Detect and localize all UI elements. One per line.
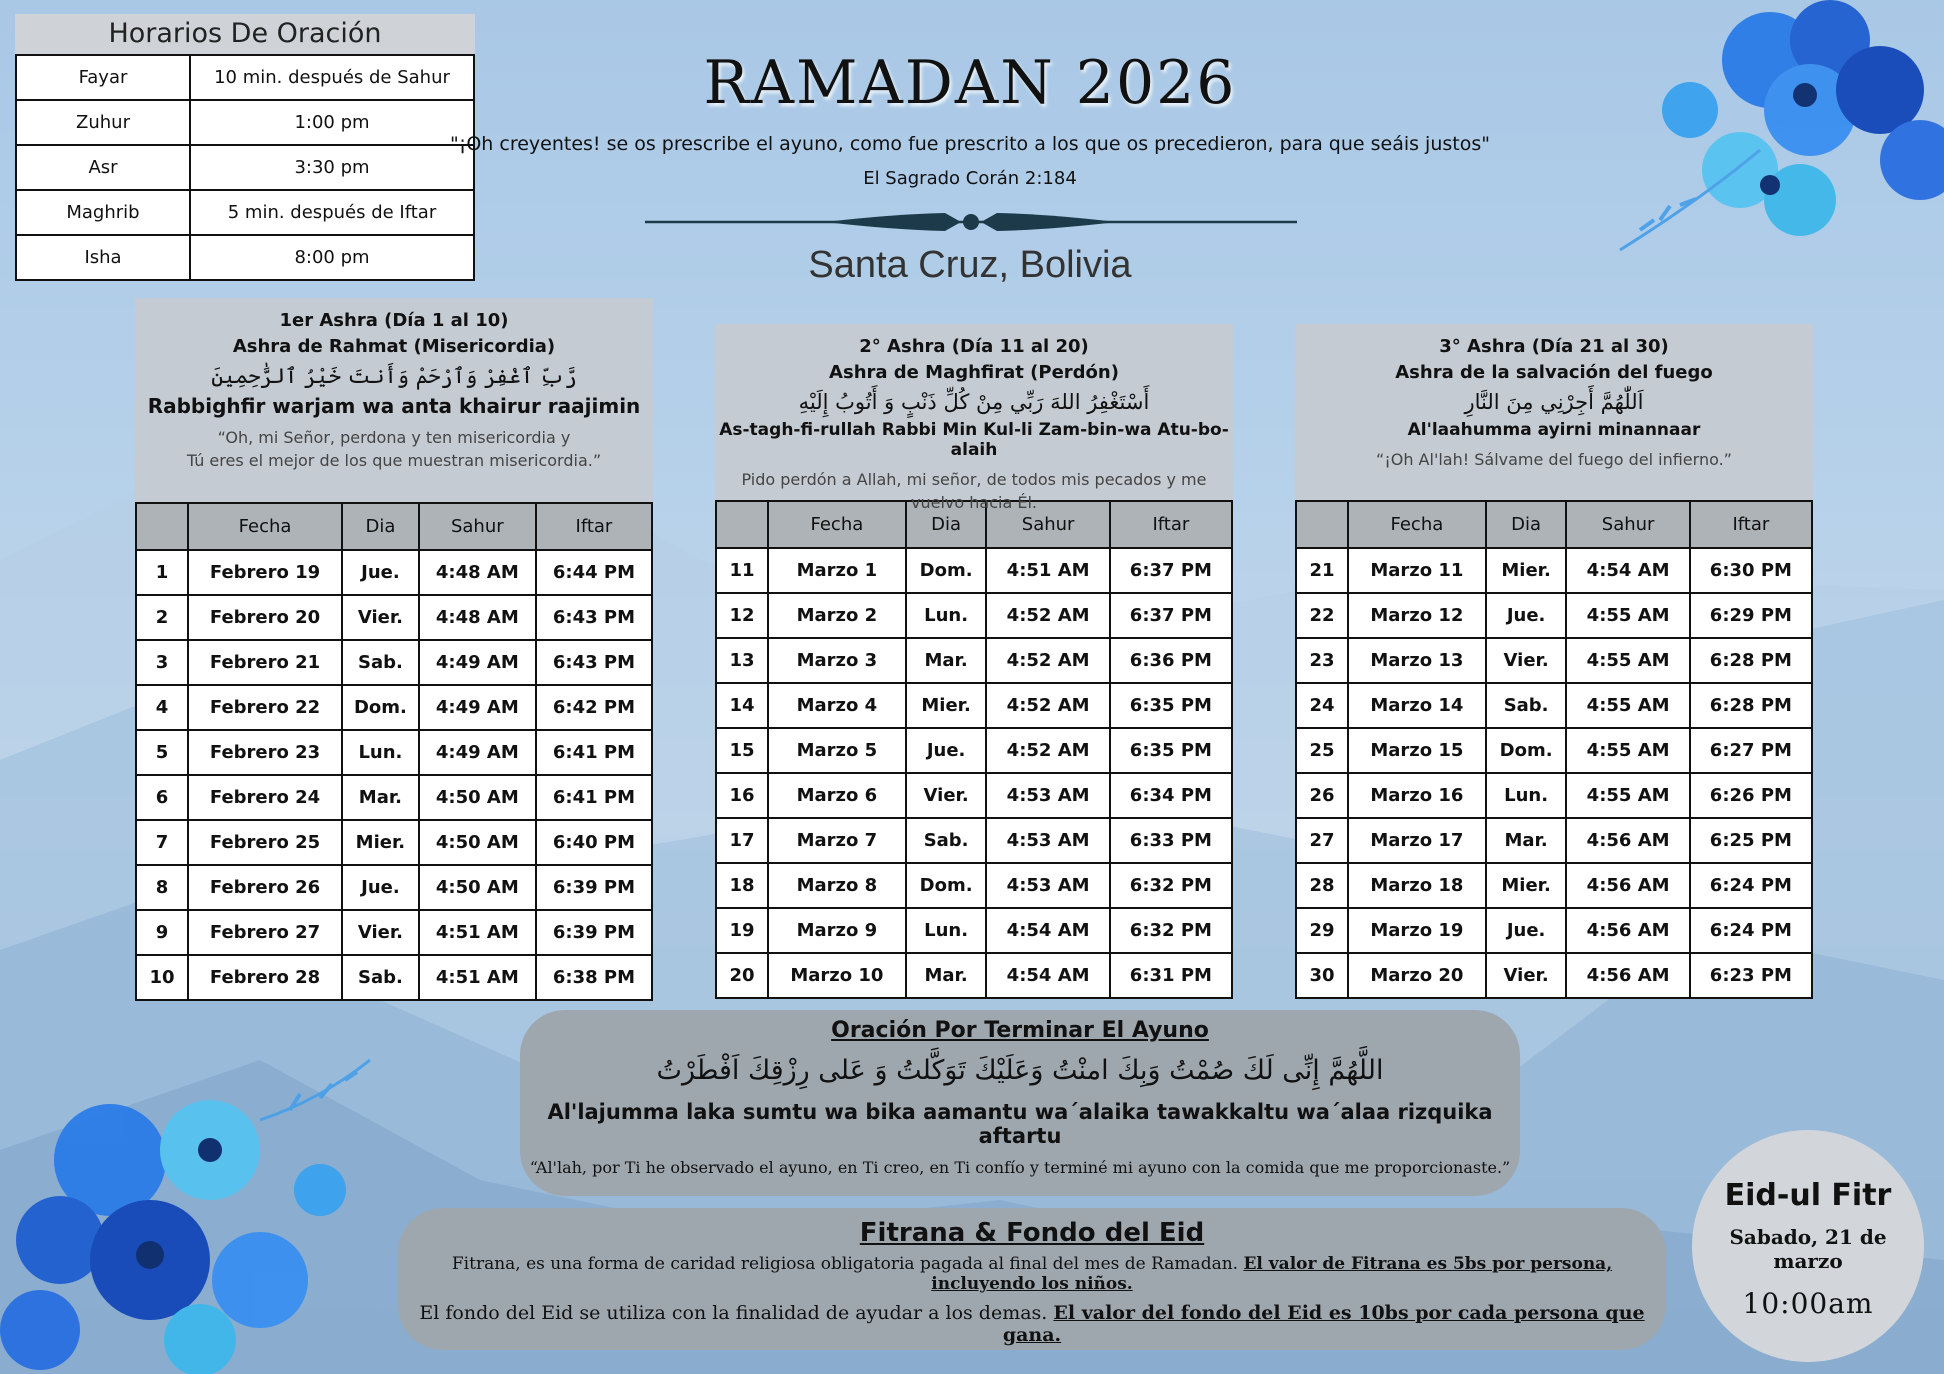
table-row xyxy=(136,775,652,820)
ashra-panel-1 xyxy=(135,298,653,1001)
day-number: 30 xyxy=(1296,953,1348,998)
day-number: 6 xyxy=(136,775,188,820)
iftar-cell: 6:39 PM xyxy=(536,910,652,955)
weekday-cell: Jue. xyxy=(1486,593,1567,638)
date-cell: Marzo 1 xyxy=(768,548,906,593)
table-row xyxy=(1296,683,1812,728)
iftar-cell: 6:40 PM xyxy=(536,820,652,865)
sahur-cell: 4:53 AM xyxy=(986,773,1109,818)
prayer-time: 3:30 pm xyxy=(190,145,474,190)
date-cell: Marzo 5 xyxy=(768,728,906,773)
sahur-cell: 4:50 AM xyxy=(419,865,536,910)
ashra-subheading: Ashra de Maghfirat (Perdón) xyxy=(829,362,1119,383)
iftar-cell: 6:23 PM xyxy=(1690,953,1812,998)
ashra-arabic-dua: أَسْتَغْفِرُ اللهَ رَبِّي مِنْ كُلِّ ذَنْبٍ وَ أَتُوبُ إِلَيْهِ xyxy=(798,390,1150,414)
table-row xyxy=(716,638,1232,683)
weekday-cell: Mar. xyxy=(906,638,987,683)
table-row xyxy=(136,685,652,730)
day-number: 12 xyxy=(716,593,768,638)
weekday-cell: Jue. xyxy=(342,865,419,910)
weekday-cell: Jue. xyxy=(1486,908,1567,953)
date-cell: Marzo 14 xyxy=(1348,683,1486,728)
date-cell: Marzo 20 xyxy=(1348,953,1486,998)
day-number: 8 xyxy=(136,865,188,910)
sahur-cell: 4:48 AM xyxy=(419,550,536,595)
weekday-cell: Mier. xyxy=(1486,548,1567,593)
day-number: 23 xyxy=(1296,638,1348,683)
iftar-cell: 6:35 PM xyxy=(1110,728,1232,773)
prayer-time: 5 min. después de Iftar xyxy=(190,190,474,235)
col-fecha: Fecha xyxy=(768,501,906,548)
iftar-cell: 6:37 PM xyxy=(1110,593,1232,638)
date-cell: Febrero 20 xyxy=(188,595,342,640)
date-cell: Marzo 15 xyxy=(1348,728,1486,773)
iftar-cell: 6:42 PM xyxy=(536,685,652,730)
eid-time: 10:00am xyxy=(1742,1287,1874,1320)
weekday-cell: Mier. xyxy=(342,820,419,865)
col-iftar: Iftar xyxy=(1690,501,1812,548)
iftar-dua-title: Oración Por Terminar El Ayuno xyxy=(831,1018,1209,1043)
sahur-cell: 4:54 AM xyxy=(986,908,1109,953)
weekday-cell: Mier. xyxy=(1486,863,1567,908)
sahur-cell: 4:53 AM xyxy=(986,863,1109,908)
prayer-name: Asr xyxy=(16,145,190,190)
day-number: 2 xyxy=(136,595,188,640)
fitrana-text: Fitrana, es una forma de caridad religiosa obligatoria pagada al final del mes de Ramadan. xyxy=(451,1254,1239,1274)
sahur-cell: 4:51 AM xyxy=(419,955,536,1000)
ashra-header xyxy=(1295,324,1813,500)
table-header-row xyxy=(1296,501,1812,548)
table-row xyxy=(136,550,652,595)
sahur-cell: 4:50 AM xyxy=(419,820,536,865)
table-row xyxy=(16,190,474,235)
table-row xyxy=(1296,863,1812,908)
days-table xyxy=(1295,500,1813,999)
table-row xyxy=(716,683,1232,728)
col-sahur: Sahur xyxy=(986,501,1109,548)
date-cell: Febrero 23 xyxy=(188,730,342,775)
date-cell: Febrero 28 xyxy=(188,955,342,1000)
sahur-cell: 4:52 AM xyxy=(986,728,1109,773)
date-cell: Marzo 7 xyxy=(768,818,906,863)
day-number: 9 xyxy=(136,910,188,955)
day-number: 17 xyxy=(716,818,768,863)
weekday-cell: Lun. xyxy=(906,908,987,953)
iftar-cell: 6:43 PM xyxy=(536,595,652,640)
table-row xyxy=(136,595,652,640)
day-number: 28 xyxy=(1296,863,1348,908)
table-row xyxy=(1296,908,1812,953)
eid-fund-text: El fondo del Eid se utiliza con la finalidad de ayudar a los demas. xyxy=(419,1302,1048,1324)
iftar-cell: 6:43 PM xyxy=(536,640,652,685)
day-number: 7 xyxy=(136,820,188,865)
sahur-cell: 4:49 AM xyxy=(419,685,536,730)
quote-source: El Sagrado Corán 2:184 xyxy=(863,168,1077,189)
weekday-cell: Vier. xyxy=(1486,638,1567,683)
iftar-dua-panel xyxy=(520,1010,1520,1196)
table-row xyxy=(136,640,652,685)
date-cell: Febrero 27 xyxy=(188,910,342,955)
weekday-cell: Vier. xyxy=(342,595,419,640)
table-row xyxy=(16,235,474,280)
weekday-cell: Mar. xyxy=(1486,818,1567,863)
sahur-cell: 4:56 AM xyxy=(1566,953,1689,998)
days-body xyxy=(136,550,652,1000)
iftar-cell: 6:41 PM xyxy=(536,775,652,820)
sahur-cell: 4:56 AM xyxy=(1566,818,1689,863)
iftar-cell: 6:36 PM xyxy=(1110,638,1232,683)
table-row xyxy=(16,145,474,190)
iftar-dua-transliteration: Al'lajumma laka sumtu wa bika aamantu wa´alaika tawakkaltu wa´alaa rizquika aftartu xyxy=(547,1100,1493,1148)
prayer-times-title: Horarios De Oración xyxy=(15,14,475,54)
date-cell: Marzo 19 xyxy=(1348,908,1486,953)
iftar-cell: 6:25 PM xyxy=(1690,818,1812,863)
day-number: 19 xyxy=(716,908,768,953)
date-cell: Marzo 17 xyxy=(1348,818,1486,863)
sahur-cell: 4:50 AM xyxy=(419,775,536,820)
prayer-time: 10 min. después de Sahur xyxy=(190,55,474,100)
sahur-cell: 4:54 AM xyxy=(1566,548,1689,593)
table-row xyxy=(1296,728,1812,773)
iftar-cell: 6:41 PM xyxy=(536,730,652,775)
sahur-cell: 4:52 AM xyxy=(986,683,1109,728)
iftar-cell: 6:28 PM xyxy=(1690,683,1812,728)
col-sahur: Sahur xyxy=(419,503,536,550)
iftar-cell: 6:26 PM xyxy=(1690,773,1812,818)
sahur-cell: 4:56 AM xyxy=(1566,908,1689,953)
table-row xyxy=(136,730,652,775)
eid-fund-value: El valor del fondo del Eid es 10bs por cada persona que gana. xyxy=(1002,1302,1645,1346)
fitrana-value: El valor de Fitrana es 5bs por persona, incluyendo los niños. xyxy=(931,1254,1613,1294)
meaning-line: vuelvo hacia Él. xyxy=(911,493,1037,512)
col-num xyxy=(1296,501,1348,548)
sahur-cell: 4:54 AM xyxy=(986,953,1109,998)
table-header-row xyxy=(136,503,652,550)
day-number: 20 xyxy=(716,953,768,998)
prayer-name: Isha xyxy=(16,235,190,280)
day-number: 1 xyxy=(136,550,188,595)
sahur-cell: 4:49 AM xyxy=(419,640,536,685)
weekday-cell: Jue. xyxy=(906,728,987,773)
iftar-cell: 6:24 PM xyxy=(1690,908,1812,953)
sahur-cell: 4:49 AM xyxy=(419,730,536,775)
day-number: 29 xyxy=(1296,908,1348,953)
ashra-heading: 2° Ashra (Día 11 al 20) xyxy=(859,336,1089,357)
date-cell: Febrero 22 xyxy=(188,685,342,730)
date-cell: Marzo 16 xyxy=(1348,773,1486,818)
fitrana-line-1 xyxy=(398,1254,1666,1294)
iftar-cell: 6:44 PM xyxy=(536,550,652,595)
weekday-cell: Lun. xyxy=(342,730,419,775)
table-row xyxy=(716,863,1232,908)
day-number: 27 xyxy=(1296,818,1348,863)
ornamental-divider xyxy=(645,208,1297,236)
table-row xyxy=(716,818,1232,863)
day-number: 3 xyxy=(136,640,188,685)
eid-badge xyxy=(1692,1130,1924,1362)
sahur-cell: 4:55 AM xyxy=(1566,773,1689,818)
table-row xyxy=(1296,773,1812,818)
table-row xyxy=(1296,548,1812,593)
date-cell: Marzo 11 xyxy=(1348,548,1486,593)
weekday-cell: Mar. xyxy=(342,775,419,820)
weekday-cell: Dom. xyxy=(906,863,987,908)
weekday-cell: Dom. xyxy=(342,685,419,730)
iftar-cell: 6:31 PM xyxy=(1110,953,1232,998)
table-row xyxy=(136,910,652,955)
prayer-name: Zuhur xyxy=(16,100,190,145)
ashra-subheading: Ashra de la salvación del fuego xyxy=(1395,362,1713,383)
day-number: 13 xyxy=(716,638,768,683)
col-fecha: Fecha xyxy=(188,503,342,550)
fitrana-panel xyxy=(398,1208,1666,1350)
weekday-cell: Lun. xyxy=(906,593,987,638)
iftar-dua-arabic: اللَّهُمَّ إِنِّى لَكَ صُمْتُ وَبِكَ امنْتُ وَعَلَيْكَ تَوَكَّلتُ وَ عَلى رِزْقِكَ اَفْطَرْتُ xyxy=(656,1055,1384,1086)
day-number: 18 xyxy=(716,863,768,908)
ashra-panel-3 xyxy=(1295,324,1813,999)
weekday-cell: Sab. xyxy=(342,640,419,685)
page-title: RAMADAN 2026 xyxy=(703,48,1237,118)
sahur-cell: 4:51 AM xyxy=(419,910,536,955)
days-body xyxy=(1296,548,1812,998)
ashra-header xyxy=(135,298,653,502)
day-number: 4 xyxy=(136,685,188,730)
sahur-cell: 4:55 AM xyxy=(1566,593,1689,638)
ashra-heading: 1er Ashra (Día 1 al 10) xyxy=(279,310,509,331)
iftar-cell: 6:39 PM xyxy=(536,865,652,910)
weekday-cell: Jue. xyxy=(342,550,419,595)
fitrana-title: Fitrana & Fondo del Eid xyxy=(859,1218,1205,1248)
date-cell: Marzo 12 xyxy=(1348,593,1486,638)
prayer-times-box xyxy=(15,14,475,281)
city-label: Santa Cruz, Bolivia xyxy=(808,244,1132,286)
sahur-cell: 4:51 AM xyxy=(986,548,1109,593)
day-number: 22 xyxy=(1296,593,1348,638)
prayer-name: Maghrib xyxy=(16,190,190,235)
date-cell: Marzo 2 xyxy=(768,593,906,638)
sahur-cell: 4:55 AM xyxy=(1566,638,1689,683)
ashra-meaning xyxy=(135,426,653,472)
day-number: 10 xyxy=(136,955,188,1000)
iftar-cell: 6:33 PM xyxy=(1110,818,1232,863)
ashra-arabic-dua: اَللّٰهُمَّ أَجِرْنِي مِنَ النَّارِ xyxy=(1464,390,1644,414)
weekday-cell: Vier. xyxy=(906,773,987,818)
sahur-cell: 4:55 AM xyxy=(1566,683,1689,728)
date-cell: Marzo 18 xyxy=(1348,863,1486,908)
table-row xyxy=(716,773,1232,818)
iftar-dua-meaning: “Al'lah, por Ti he observado el ayuno, en Ti creo, en Ti confío y terminé mi ayuno con la comida que me proporcionaste.” xyxy=(529,1158,1511,1177)
iftar-cell: 6:34 PM xyxy=(1110,773,1232,818)
iftar-cell: 6:35 PM xyxy=(1110,683,1232,728)
date-cell: Febrero 24 xyxy=(188,775,342,820)
weekday-cell: Lun. xyxy=(1486,773,1567,818)
sahur-cell: 4:56 AM xyxy=(1566,863,1689,908)
day-number: 11 xyxy=(716,548,768,593)
iftar-cell: 6:32 PM xyxy=(1110,863,1232,908)
date-cell: Marzo 4 xyxy=(768,683,906,728)
sahur-cell: 4:48 AM xyxy=(419,595,536,640)
sahur-cell: 4:53 AM xyxy=(986,818,1109,863)
day-number: 16 xyxy=(716,773,768,818)
date-cell: Marzo 6 xyxy=(768,773,906,818)
col-dia: Dia xyxy=(342,503,419,550)
sahur-cell: 4:55 AM xyxy=(1566,728,1689,773)
col-fecha: Fecha xyxy=(1348,501,1486,548)
table-row xyxy=(716,908,1232,953)
table-row xyxy=(136,820,652,865)
meaning-line: Pido perdón a Allah, mi señor, de todos mis pecados y me xyxy=(741,470,1207,489)
weekday-cell: Sab. xyxy=(906,818,987,863)
table-row xyxy=(1296,593,1812,638)
col-iftar: Iftar xyxy=(1110,501,1232,548)
table-row xyxy=(1296,818,1812,863)
prayer-name: Fayar xyxy=(16,55,190,100)
table-row xyxy=(716,728,1232,773)
sahur-cell: 4:52 AM xyxy=(986,638,1109,683)
ashra-arabic-dua: رَّبِّ ٱغْفِرْ وَٱرْحَمْ وَأَنتَ خَيْرُ ٱلرَّٰحِمِينَ xyxy=(211,364,577,388)
date-cell: Marzo 8 xyxy=(768,863,906,908)
days-table xyxy=(715,500,1233,999)
table-row xyxy=(716,548,1232,593)
iftar-cell: 6:24 PM xyxy=(1690,863,1812,908)
eid-date: Sabado, 21 de marzo xyxy=(1729,1225,1887,1273)
iftar-cell: 6:32 PM xyxy=(1110,908,1232,953)
weekday-cell: Mar. xyxy=(906,953,987,998)
prayer-time: 8:00 pm xyxy=(190,235,474,280)
quran-quote: "¡Oh creyentes! se os prescribe el ayuno, como fue prescrito a los que os precedieron, para que seáis justos" xyxy=(449,133,1490,155)
days-table xyxy=(135,502,653,1001)
table-row xyxy=(136,865,652,910)
ashra-subheading: Ashra de Rahmat (Misericordia) xyxy=(232,336,556,357)
col-iftar: Iftar xyxy=(536,503,652,550)
day-number: 14 xyxy=(716,683,768,728)
iftar-cell: 6:27 PM xyxy=(1690,728,1812,773)
weekday-cell: Dom. xyxy=(906,548,987,593)
day-number: 5 xyxy=(136,730,188,775)
ashra-heading: 3° Ashra (Día 21 al 30) xyxy=(1439,336,1669,357)
iftar-cell: 6:38 PM xyxy=(536,955,652,1000)
eid-title: Eid-ul Fitr xyxy=(1724,1178,1892,1213)
date-cell: Marzo 3 xyxy=(768,638,906,683)
table-row xyxy=(16,100,474,145)
iftar-cell: 6:30 PM xyxy=(1690,548,1812,593)
meaning-line: “¡Oh Al'lah! Sálvame del fuego del infierno.” xyxy=(1376,450,1732,469)
weekday-cell: Vier. xyxy=(342,910,419,955)
prayer-time: 1:00 pm xyxy=(190,100,474,145)
table-row xyxy=(1296,953,1812,998)
iftar-cell: 6:28 PM xyxy=(1690,638,1812,683)
weekday-cell: Vier. xyxy=(1486,953,1567,998)
col-dia: Dia xyxy=(906,501,987,548)
weekday-cell: Mier. xyxy=(906,683,987,728)
day-number: 25 xyxy=(1296,728,1348,773)
date-cell: Febrero 25 xyxy=(188,820,342,865)
sahur-cell: 4:52 AM xyxy=(986,593,1109,638)
table-row xyxy=(136,955,652,1000)
date-cell: Marzo 10 xyxy=(768,953,906,998)
day-number: 21 xyxy=(1296,548,1348,593)
table-row xyxy=(1296,638,1812,683)
col-num xyxy=(716,501,768,548)
ashra-transliteration: Rabbighfir warjam wa anta khairur raajimin xyxy=(147,394,641,418)
prayer-times-table xyxy=(15,54,475,281)
ashra-transliteration: As-tagh-fi-rullah Rabbi Min Kul-li Zam-bin-wa Atu-bo-alaih xyxy=(719,420,1229,460)
weekday-cell: Sab. xyxy=(1486,683,1567,728)
fitrana-line-2 xyxy=(398,1302,1666,1346)
meaning-line: “Oh, mi Señor, perdona y ten misericordia y xyxy=(217,428,571,447)
ashra-header xyxy=(715,324,1233,512)
flowers-bottom-left xyxy=(0,1040,380,1374)
iftar-cell: 6:37 PM xyxy=(1110,548,1232,593)
weekday-cell: Dom. xyxy=(1486,728,1567,773)
weekday-cell: Sab. xyxy=(342,955,419,1000)
date-cell: Febrero 26 xyxy=(188,865,342,910)
table-row xyxy=(716,593,1232,638)
ashra-meaning xyxy=(1295,448,1813,471)
day-number: 26 xyxy=(1296,773,1348,818)
col-num xyxy=(136,503,188,550)
date-cell: Marzo 9 xyxy=(768,908,906,953)
ashra-transliteration: Al'laahumma ayirni minannaar xyxy=(1407,420,1701,440)
meaning-line: Tú eres el mejor de los que muestran misericordia.” xyxy=(186,451,602,470)
date-cell: Marzo 13 xyxy=(1348,638,1486,683)
days-body xyxy=(716,548,1232,998)
day-number: 24 xyxy=(1296,683,1348,728)
day-number: 15 xyxy=(716,728,768,773)
table-row xyxy=(16,55,474,100)
date-cell: Febrero 21 xyxy=(188,640,342,685)
table-row xyxy=(716,953,1232,998)
col-sahur: Sahur xyxy=(1566,501,1689,548)
flowers-top-right xyxy=(1580,0,1944,290)
iftar-cell: 6:29 PM xyxy=(1690,593,1812,638)
date-cell: Febrero 19 xyxy=(188,550,342,595)
ashra-panel-2 xyxy=(715,324,1233,999)
col-dia: Dia xyxy=(1486,501,1567,548)
